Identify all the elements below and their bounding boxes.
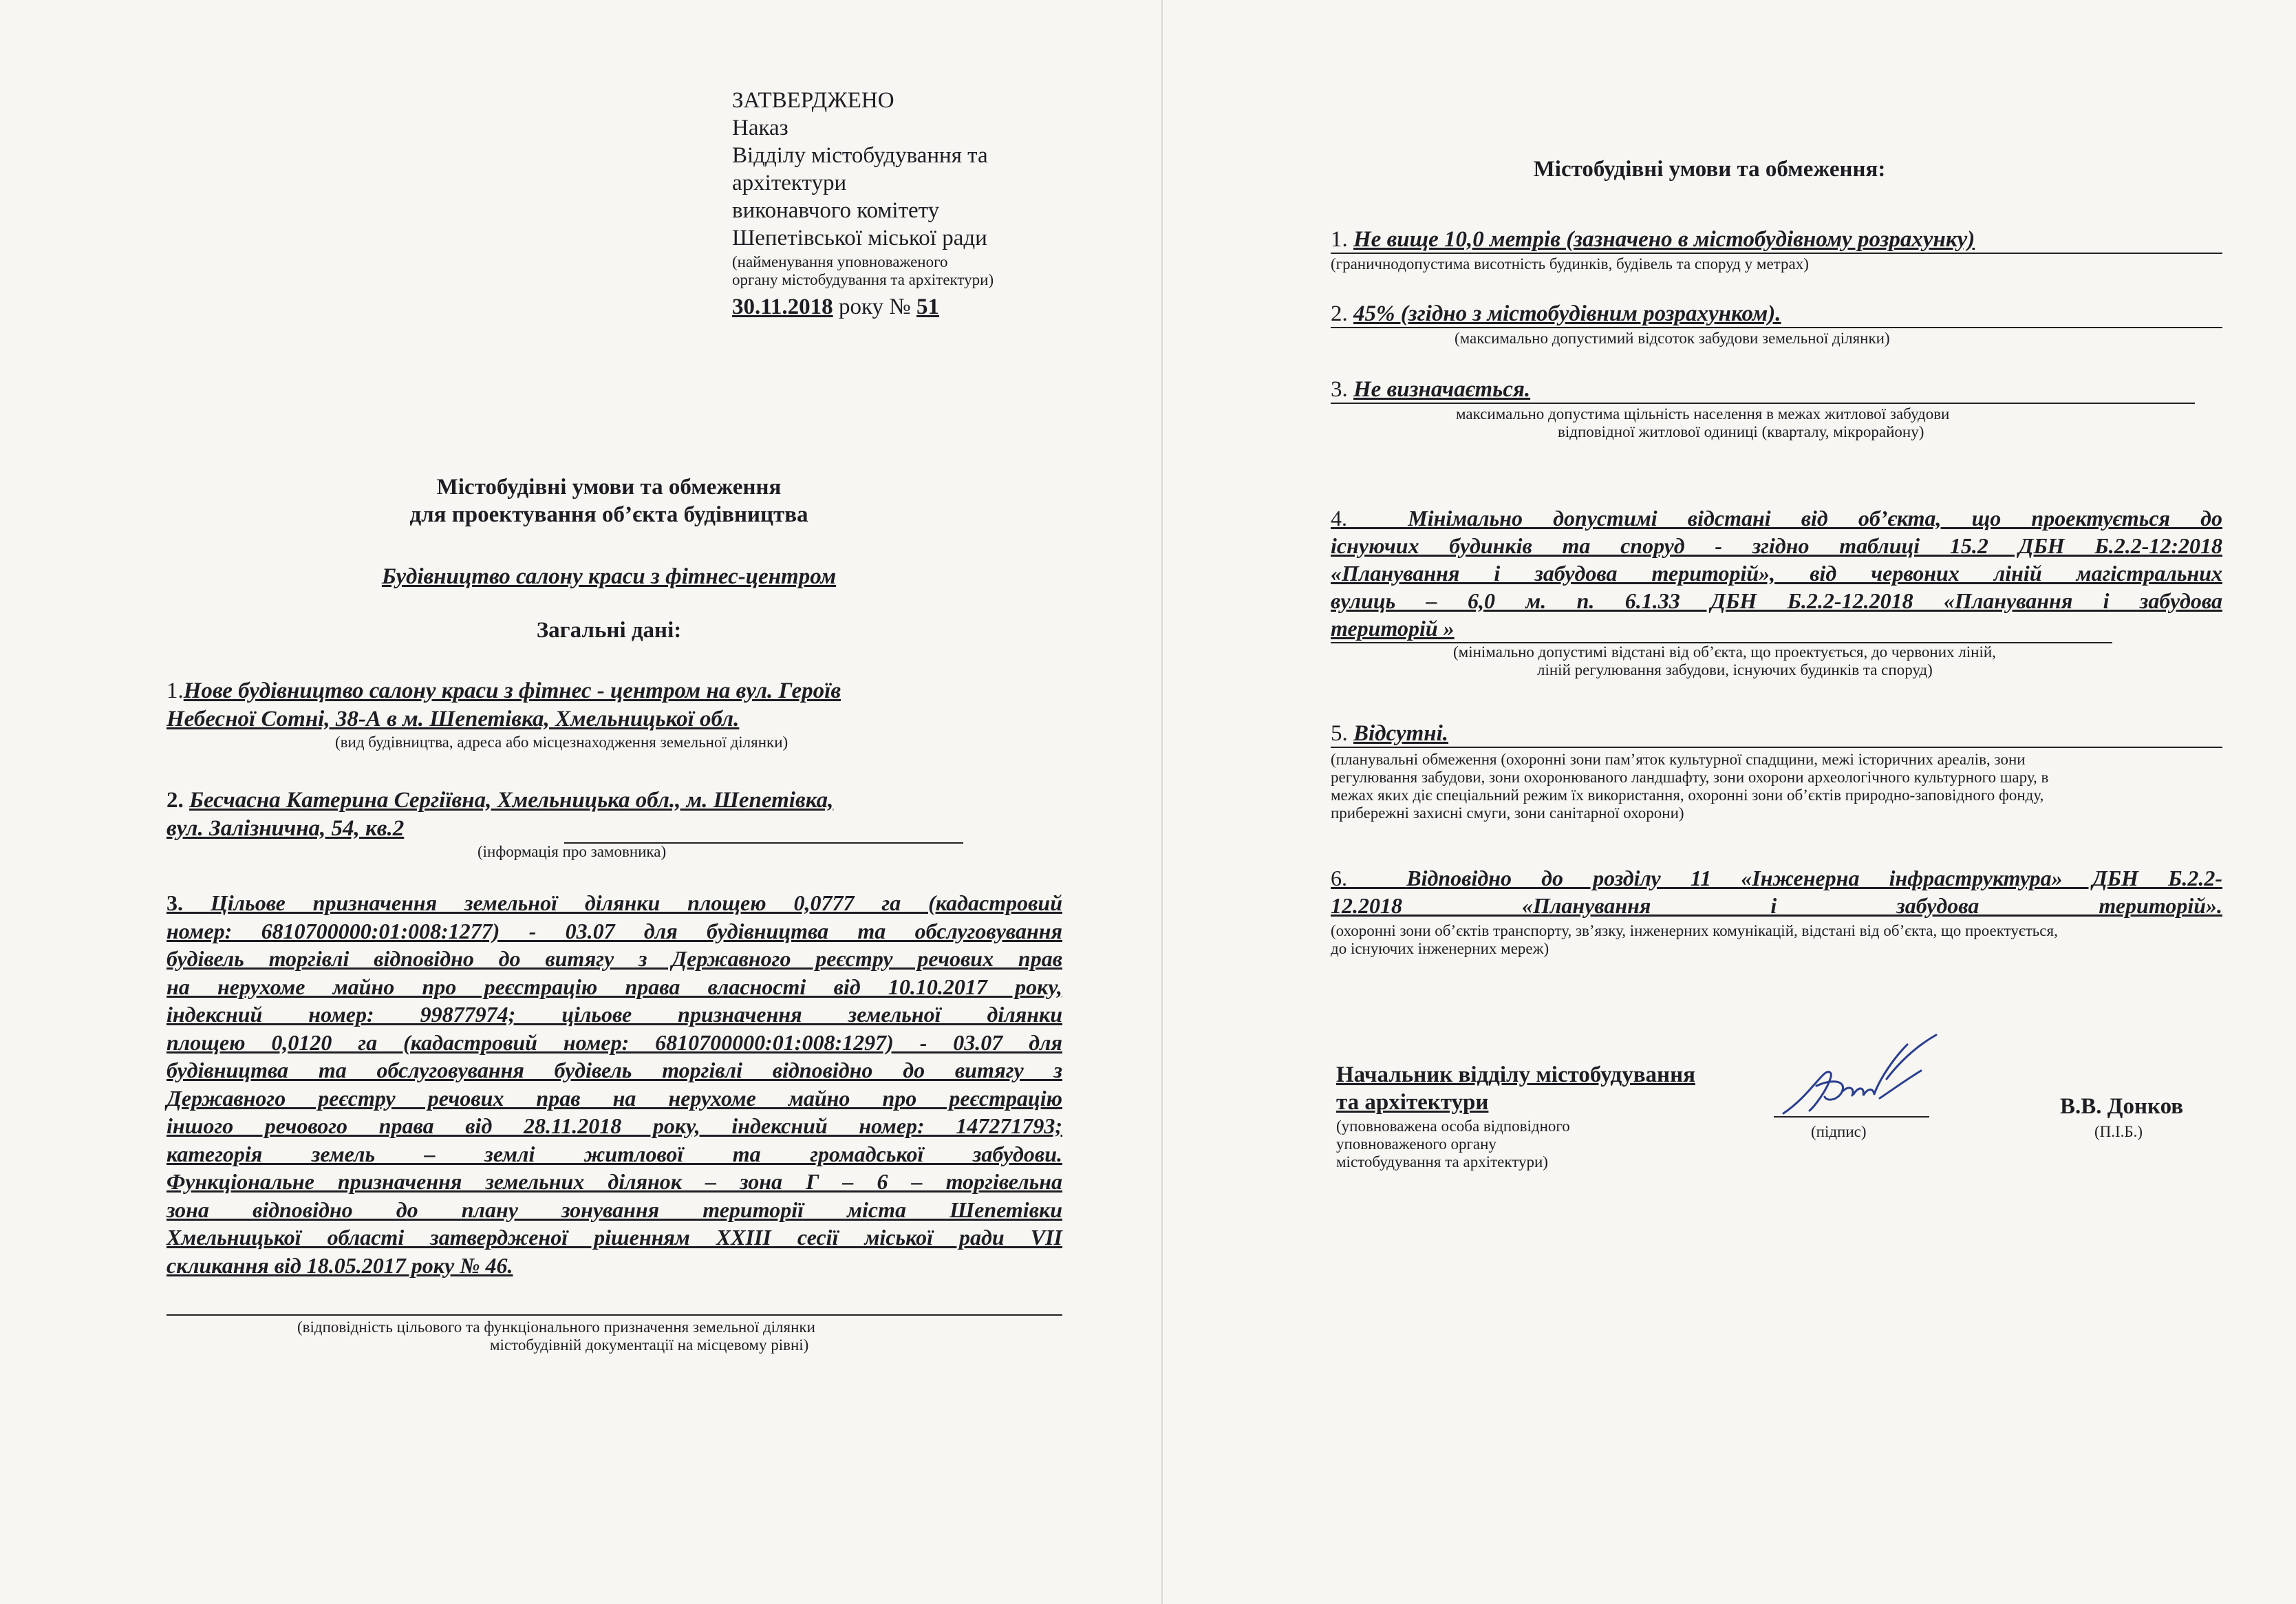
left-item-3-text-13: Хмельницької області затвердженої рішенням XXIII сесії міської ради VII	[167, 1225, 1062, 1250]
right-item-3-underline	[1331, 403, 2195, 404]
right-item-4-text-3: «Планування і забудова територій», від червоних ліній магістральних	[1331, 561, 2222, 586]
right-item-6-hint-1: (охоронні зони об’єктів транспорту, зв’язку, інженерних комунікацій, відстані від об’єкта, що проектується,	[1331, 922, 2058, 939]
org-hint-2: органу містобудування та архітектури)	[732, 271, 994, 288]
approval-date: 30.11.2018	[732, 295, 833, 319]
left-item-1-hint: (вид будівництва, адреса або місцезнаходження земельної ділянки)	[335, 734, 788, 751]
left-item-3-text-8: Державного реєстру речових прав на нерухоме майно про реєстрацію	[167, 1085, 1062, 1111]
signatory-hint-2: уповноваженого органу	[1336, 1135, 1496, 1153]
signature-hint: (підпис)	[1811, 1123, 1867, 1140]
left-item-3-text-12: зона відповідно до плану зонування території міста Шепетівки	[167, 1197, 1062, 1222]
right-item-5-text: Відсутні.	[1353, 721, 1449, 746]
right-item-5-hint-4: прибережні захисні смуги, зони санітарної охорони)	[1331, 804, 1684, 822]
title-line-2: для проектування об’єкта будівництва	[409, 502, 808, 527]
general-heading-wrap	[158, 617, 1060, 644]
right-item-3	[1331, 376, 2222, 441]
right-item-6-number: 6.	[1331, 866, 1347, 890]
left-item-3-line-1	[167, 889, 1062, 917]
right-item-2-line	[1331, 300, 2222, 328]
right-item-1	[1331, 226, 2222, 273]
org-hint-1: (найменування уповноваженого	[732, 253, 948, 270]
right-item-4-line-1	[1331, 504, 2222, 532]
right-item-3-hint-2: відповідної житлової одиниці (кварталу, мікрорайону)	[1558, 423, 1924, 440]
right-heading: Містобудівні умови та обмеження:	[1533, 157, 1886, 182]
left-item-3-number: 3.	[167, 890, 183, 915]
left-item-1-number: 1.	[167, 678, 184, 703]
right-item-5-hint-3: межах яких діє спеціальний режим їх використання, охоронні зони об’єктів природно-заповідного фонду,	[1331, 787, 2044, 804]
right-item-6-text-1: Відповідно до розділу 11 «Інженерна інфраструктура» ДБН Б.2.2-	[1406, 866, 2223, 890]
right-item-4-text-1: Мінімально допустимі відстані від об’єкта, що проектується до	[1408, 506, 2223, 531]
left-item-3-underline	[167, 1314, 1062, 1316]
right-item-4	[1331, 504, 2222, 679]
right-item-4-text-5: територій »	[1331, 616, 1455, 641]
signatory-name-hint: (П.І.Б.)	[2094, 1123, 2143, 1140]
right-item-2-underline	[1331, 327, 2222, 328]
org-line-4: Шепетівської міської ради	[732, 226, 987, 250]
left-item-2-underline	[564, 842, 963, 844]
approval-no-sign: №	[889, 295, 911, 319]
left-item-3-text-3: будівель торгівлі відповідно до витягу з Державного реєстру речових прав	[167, 946, 1062, 971]
left-item-3-text-2: номер: 6810700000:01:008:1277) - 03.07 для будівництва та обслуговування	[167, 918, 1062, 943]
right-item-1-hint: (граничнодопустима висотність будинків, будівель та споруд у метрах)	[1331, 255, 1809, 272]
left-item-2-text-2: вул. Залізнична, 54, кв.2	[167, 816, 405, 841]
left-item-3-text-10: категорія земель – землі житлової та громадської забудови.	[167, 1141, 1062, 1166]
right-item-5-hint-2: регулювання забудови, зони охоронюваного ландшафту, зони охорони археологічного культурного шару, в	[1331, 769, 2049, 786]
left-item-2-hint: (інформація про замовника)	[478, 843, 667, 860]
left-item-3-text-7: будівництва та обслуговування будівель торгівлі відповідно до витягу з	[167, 1058, 1062, 1082]
left-item-3-text-4: на нерухоме майно про реєстрацію права власності від 10.10.2017 року,	[167, 974, 1062, 999]
left-item-3-text-6: площею 0,0120 га (кадастровий номер: 6810700000:01:008:1297) - 03.07 для	[167, 1029, 1062, 1055]
org-line-3: виконавчого комітету	[732, 198, 940, 223]
org-line-2: архітектури	[732, 171, 847, 195]
right-item-4-number: 4.	[1331, 506, 1347, 531]
left-item-3-text-11: Функціональне призначення земельних ділянок – зона Г – 6 – торгівельна	[167, 1169, 1062, 1194]
right-item-3-text: Не визначається.	[1353, 377, 1531, 402]
right-item-1-number: 1.	[1331, 227, 1348, 252]
left-item-3-hint-2: містобудівній документації на місцевому рівні)	[490, 1336, 809, 1354]
approval-block	[732, 87, 1117, 322]
left-item-1-text-1: Нове будівництво салону краси з фітнес - центром на вул. Героїв	[183, 678, 841, 703]
general-heading: Загальні дані:	[536, 618, 682, 643]
right-item-6-text-2: 12.2018 «Планування і забудова територій».	[1331, 893, 2222, 918]
right-item-5	[1331, 720, 2222, 822]
approval-date-line	[732, 292, 1117, 322]
right-item-4-text-4: вулиць – 6,0 м. п. 6.1.33 ДБН Б.2.2-12.2018 «Планування і забудова	[1331, 588, 2222, 613]
approval-number: 51	[916, 295, 940, 319]
left-item-3-text-9: іншого речового права від 28.11.2018 року, індексний номер: 147271793;	[167, 1113, 1062, 1138]
left-item-1	[167, 677, 1061, 751]
signatory-name: В.В. Донков	[2060, 1094, 2184, 1119]
order-label: Наказ	[732, 116, 788, 140]
right-item-6	[1331, 864, 2222, 958]
left-item-2-text-1: Бесчасна Катерина Сергіївна, Хмельницька обл., м. Шепетівка,	[189, 788, 834, 813]
object-name: Будівництво салону краси з фітнес-центром	[381, 564, 837, 589]
left-item-2-number: 2.	[167, 788, 184, 813]
right-item-5-hint-1: (планувальні обмеження (охоронні зони пам’яток культурної спадщини, межі історичних ареалів, зони	[1331, 751, 2026, 768]
object-name-wrap	[158, 563, 1060, 591]
right-item-4-hint-2: ліній регулювання забудови, існуючих будинків та споруд)	[1537, 661, 1933, 678]
signatory-position-2: та архітектури	[1336, 1090, 1489, 1115]
right-item-3-number: 3.	[1331, 377, 1348, 402]
title-line-1: Містобудівні умови та обмеження	[436, 475, 782, 500]
left-item-3-text-1: Цільове призначення земельної ділянки площею 0,0777 га (кадастровий	[210, 890, 1063, 915]
right-page	[1161, 0, 2296, 1604]
left-item-1-text-2: Небесної Сотні, 38-А в м. Шепетівка, Хмельницької обл.	[167, 707, 740, 731]
approved-label: ЗАТВЕРДЖЕНО	[732, 88, 894, 113]
signatory-hint-1: (уповноважена особа відповідного	[1336, 1118, 1570, 1135]
right-item-3-line	[1331, 376, 2222, 404]
right-item-1-line	[1331, 226, 2222, 254]
left-item-3-hint	[167, 1318, 1062, 1354]
signature-block	[1336, 1061, 2228, 1199]
left-item-1-line-1	[167, 677, 1061, 705]
right-item-4-text-2: існуючих будинків та споруд - згідно таблиці 15.2 ДБН Б.2.2-12:2018	[1331, 533, 2222, 558]
left-item-3-hint-1: (відповідність цільового та функціонального призначення земельної ділянки	[297, 1318, 815, 1336]
handwritten-signature	[1777, 1031, 1949, 1127]
left-item-3-text-5: індексний номер: 99877974; цільове призначення земельної ділянки	[167, 1002, 1062, 1027]
right-item-2-text: 45% (згідно з містобудівним розрахунком).	[1353, 301, 1781, 326]
document-title	[158, 473, 1060, 528]
left-item-2	[167, 787, 1061, 861]
right-item-2-hint: (максимально допустимий відсоток забудови земельної ділянки)	[1455, 330, 1890, 347]
left-item-3	[167, 889, 1062, 1279]
left-item-3-text-14: скликання від 18.05.2017 року № 46.	[167, 1252, 513, 1278]
right-item-5-line	[1331, 720, 2222, 748]
right-item-2-number: 2.	[1331, 301, 1348, 326]
right-item-1-underline	[1331, 253, 2222, 254]
left-item-2-line-1	[167, 787, 1061, 815]
org-line-1: Відділу містобудування та	[732, 143, 988, 168]
right-item-3-hint-1: максимально допустима щільність населення в межах житлової забудови	[1456, 405, 1950, 423]
right-item-5-number: 5.	[1331, 721, 1348, 746]
right-item-6-line-1	[1331, 864, 2222, 892]
right-item-6-hint-2: до існуючих інженерних мереж)	[1331, 940, 1549, 957]
signatory-hint-3: містобудування та архітектури)	[1336, 1153, 1548, 1170]
right-item-1-text: Не вище 10,0 метрів (зазначено в містобудівному розрахунку)	[1353, 227, 1975, 252]
right-item-4-underline	[1331, 642, 2112, 643]
signatory-position-1: Начальник відділу містобудування	[1336, 1062, 1695, 1087]
right-item-5-underline	[1331, 747, 2222, 748]
right-item-2	[1331, 300, 2222, 347]
right-heading-wrap	[1163, 156, 2296, 183]
right-item-4-hint-1: (мінімально допустимі відстані від об’єкта, що проектується, до червоних ліній,	[1453, 643, 1996, 661]
approval-year-word: року	[838, 295, 884, 319]
